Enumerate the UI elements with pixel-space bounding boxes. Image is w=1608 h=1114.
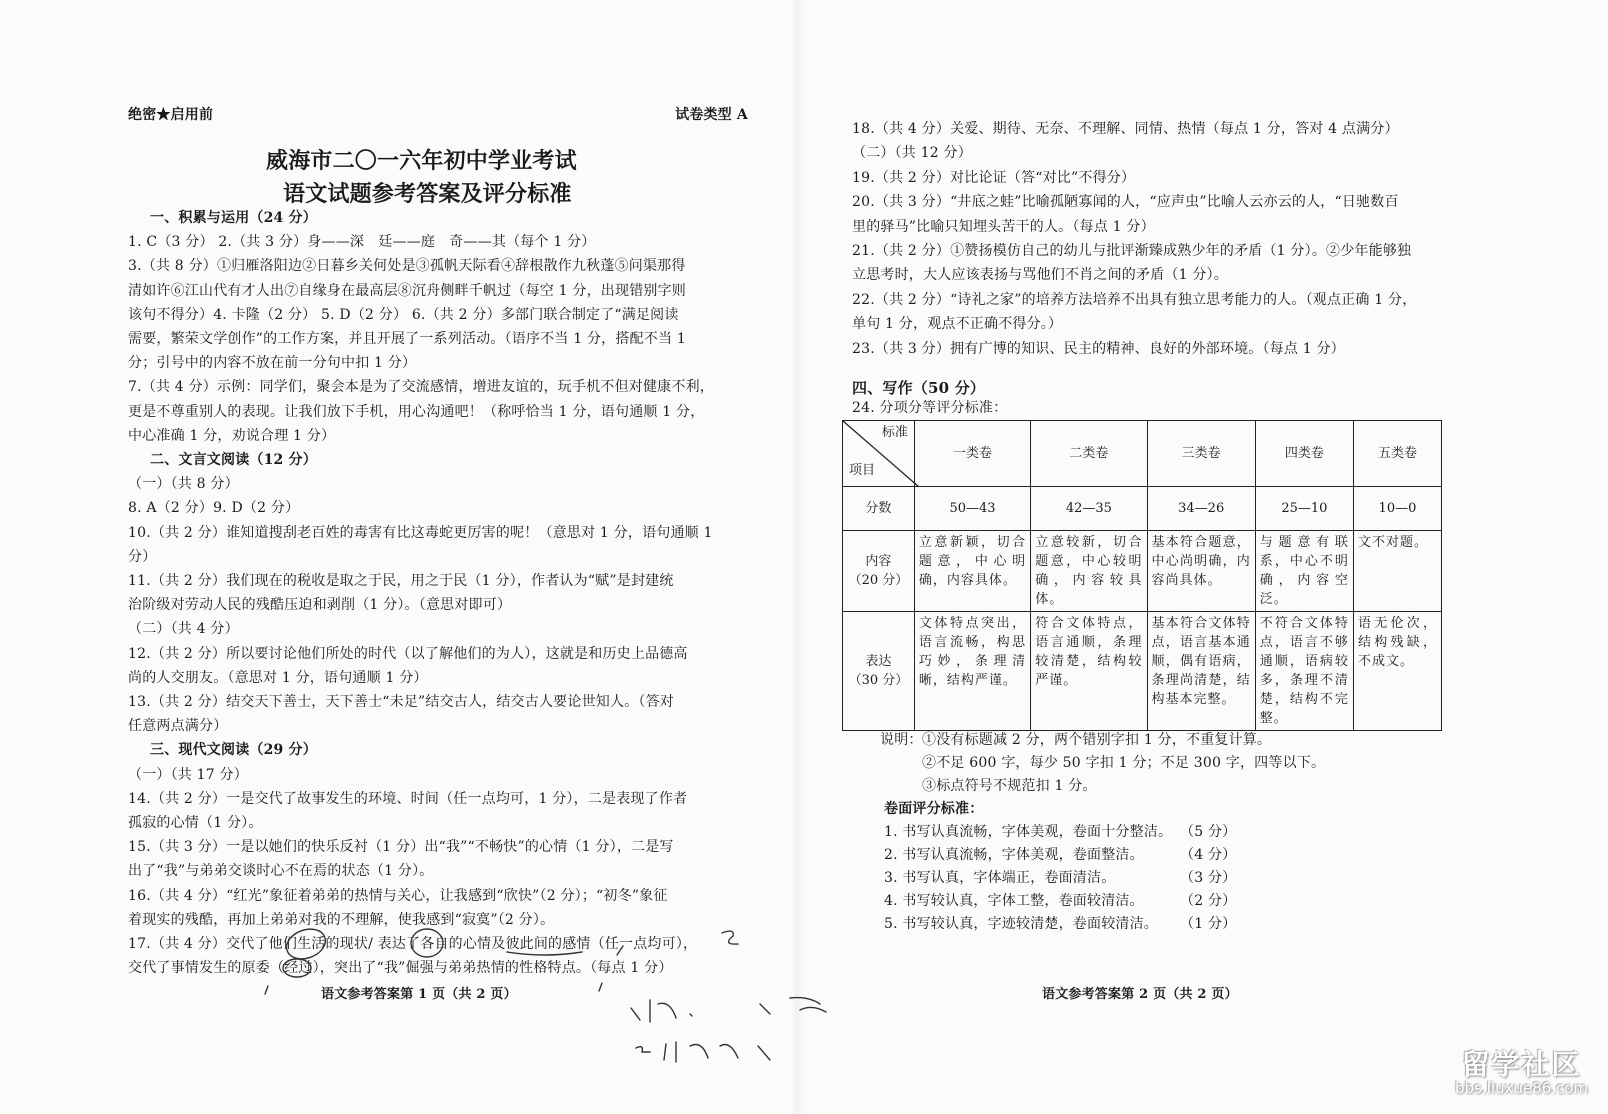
confidential-label: 绝密★启用前 (128, 107, 214, 123)
table-cell: 与题意有联系，中心不明确，内容空泛。 (1255, 531, 1353, 612)
neatness-item (884, 869, 1236, 887)
corner-item: 项目 (849, 463, 876, 478)
table-header: 三类卷 (1147, 421, 1255, 487)
watermark-logo (1455, 1050, 1588, 1096)
answer-line: 需要，繁荣文学创作”的工作方案，并且开展了一系列活动。（语序不当 1 分，搭配不当 1 (128, 331, 686, 347)
answer-line: 孤寂的心情（1 分）。 (128, 815, 263, 831)
answer-line: 10.（共 2 分）谁知道搜刮老百姓的毒害有比这毒蛇更厉害的呢！（意思对 1 分，语句通顺 1 (128, 524, 713, 541)
answer-line: （一）（共 17 分） (128, 766, 248, 783)
note-item: ①没有标题减 2 分，两个错别字扣 1 分，不重复计算。 (922, 732, 1272, 748)
answer-line: 尚的人交朋友。（意思对 1 分，语句通顺 1 分） (128, 669, 428, 686)
table-cell: 文体特点突出，语言流畅，构思巧妙，条理清晰，结构严谨。 (914, 612, 1030, 731)
answer-line: （二）（共 4 分） (128, 621, 239, 638)
table-row-expression (843, 612, 1442, 731)
ink-number-2 (722, 931, 738, 944)
note-item: ②不足 600 字，每少 50 字扣 1 分；不足 300 字，四等以下。 (922, 755, 1326, 771)
answer-line: 11.（共 2 分）我们现在的税收是取之于民，用之于民（1 分），作者认为“赋”是封建统 (128, 573, 674, 589)
answer-line: 出了“我”与弟弟交谈时心不在焉的状态（1 分）。 (128, 863, 434, 880)
table-header: 二类卷 (1031, 421, 1147, 487)
table-cell: 10—0 (1353, 487, 1441, 531)
table-header: 五类卷 (1353, 421, 1441, 487)
doc-title-line1: 威海市二〇一六年初中学业考试 (266, 148, 577, 174)
row-label (843, 531, 915, 612)
table-cell: 立意较新，切合题意，中心较明确，内容较具体。 (1031, 531, 1147, 612)
answer-line: 12.（共 2 分）所以要讨论他们所处的时代（以了解他们的为人），这就是和历史上品德高 (128, 645, 688, 662)
ink-circle (283, 959, 311, 977)
answer-line: 1. C（3 分） 2.（共 3 分）身——深 廷——庭 奇——其（每个 1 分） (128, 234, 596, 251)
table-cell: 立意新颖，切合题意，中心明确，内容具体。 (914, 531, 1030, 612)
answer-line: 8. A（2 分）9. D（2 分） (128, 500, 300, 517)
page-footer: 语文参考答案第 2 页（共 2 页） (1042, 987, 1238, 1002)
ink-note (636, 1042, 770, 1062)
table-cell: 文不对题。 (1353, 531, 1441, 612)
answer-line: 23.（共 3 分）拥有广博的知识、民主的精神、良好的外部环境。（每点 1 分） (852, 340, 1345, 357)
paper-type-label: 试卷类型 A (675, 107, 748, 123)
ink-note (631, 1000, 692, 1022)
answer-line: （二）（共 12 分） (852, 145, 972, 162)
neatness-score: （4 分） (1180, 847, 1237, 863)
notes-label: 说明： (880, 732, 923, 748)
answer-line: 更是不尊重别人的表现。让我们放下手机，用心沟通吧！（称呼恰当 1 分，语句通顺 1 分， (128, 403, 705, 420)
neatness-text: 3. 书写认真，字体端正，卷面清洁。 (884, 870, 1116, 886)
answer-line: 该句不得分）4. 卡隆（2 分） 5. D（2 分） 6.（共 2 分）多部门联合制定了“满足阅读 (128, 306, 679, 323)
answer-line: 22.（共 2 分）“诗礼之家”的培养方法培养不出具有独立思考能力的人。（观点正确 1 分， (852, 291, 1417, 308)
answer-line: 7.（共 4 分）示例：同学们，聚会本是为了交流感情，增进友谊的，玩手机不但对健康不利， (128, 379, 714, 396)
table-cell: 基本符合题意，中心尚明确，内容尚具体。 (1147, 531, 1255, 612)
table-cell: 符合文体特点，语言通顺，条理较清楚，结构较严谨。 (1031, 612, 1147, 731)
row-label (843, 612, 915, 731)
table-cell: 50—43 (914, 487, 1030, 531)
corner-standard: 标准 (881, 425, 908, 440)
answer-line: 分） (128, 548, 157, 565)
section-heading: 三、现代文阅读（29 分） (150, 742, 317, 759)
answer-line: 17.（共 4 分）交代了他们生活的现状/ 表达了各自的心情及彼此间的感情（任一点均可）， (128, 936, 698, 952)
neatness-score: （2 分） (1180, 893, 1237, 909)
ink-tick (265, 986, 268, 994)
ink-circle (282, 924, 329, 964)
answer-line: 单句 1 分，观点不正确不得分。） (852, 316, 1063, 333)
neatness-item (884, 823, 1236, 841)
answer-line: 治阶级对劳动人民的残酷压迫和剥削（1 分）。（意思对即可） (128, 597, 512, 614)
answer-line: 14.（共 2 分）一是交代了故事发生的环境、时间（任一点均可，1 分），二是表现了作者 (128, 790, 688, 807)
table-header: 四类卷 (1255, 421, 1353, 487)
section-heading: 一、积累与运用（24 分） (150, 210, 317, 226)
neatness-text: 5. 书写较认真，字迹较清楚，卷面较清洁。 (884, 916, 1159, 932)
row-label-sub: （30 分） (848, 673, 909, 688)
answer-line: 分；引号中的内容不放在前一分句中扣 1 分） (128, 355, 417, 372)
answer-line: 着现实的残酷，再加上弟弟对我的不理解，使我感到“寂寞”（2 分）。 (128, 911, 555, 928)
table-cell: 42—35 (1031, 487, 1147, 531)
watermark-url: bbs.liuxue86.com (1455, 1079, 1588, 1097)
answer-line: 19.（共 2 分）对比论证（答“对比”不得分） (852, 169, 1136, 186)
answer-line: 中心准确 1 分，劝说合理 1 分） (128, 427, 336, 444)
neatness-score: （3 分） (1180, 870, 1237, 886)
diagonal-header-cell (843, 421, 915, 487)
row-label-sub: （20 分） (848, 573, 909, 588)
note-item: ③标点符号不规范扣 1 分。 (922, 778, 1097, 794)
ink-underline (507, 952, 582, 955)
answer-line: 里的驿马”比喻只知埋头苦干的人。（每点 1 分） (852, 218, 1155, 235)
answer-line: 立思考时，大人应该表扬与骂他们不肖之间的矛盾（1 分）。 (852, 267, 1228, 284)
row-label-main: 内容 (865, 554, 892, 569)
answer-line: 13.（共 2 分）结交天下善士，天下善士“未足”结交古人，结交古人要论世知人。（答对 (128, 694, 674, 710)
table-cell: 34—26 (1147, 487, 1255, 531)
answer-line: 18.（共 4 分）关爱、期待、无奈、不理解、同情、热情（每点 1 分，答对 4 点满分） (852, 121, 1399, 137)
table-row-content (843, 531, 1442, 612)
doc-title-line2: 语文试题参考答案及评分标准 (283, 181, 572, 207)
neatness-item (884, 892, 1236, 910)
table-cell: 25—10 (1255, 487, 1353, 531)
answer-line: （一）（共 8 分） (128, 476, 239, 493)
neatness-title: 卷面评分标准： (884, 801, 984, 817)
neatness-text: 2. 书写认真流畅，字体美观，卷面整洁。 (884, 847, 1144, 863)
table-header: 一类卷 (914, 421, 1030, 487)
table-row-score (843, 487, 1442, 531)
section-writing-title: 四、写作（50 分） (852, 379, 986, 397)
ink-note (760, 998, 826, 1014)
ink-circle (411, 929, 443, 957)
neatness-score: （1 分） (1180, 916, 1237, 932)
answer-line: 16.（共 4 分）“红光”象征着弟弟的热情与关心，让我感到“欣快”（2 分）；“初冬”象征 (128, 887, 668, 904)
answer-line: 15.（共 3 分）一是以她们的快乐反衬（1 分）出“我”“不畅快”的心情（1 分），二是写 (128, 839, 674, 856)
page-footer: 语文参考答案第 1 页（共 2 页） (321, 987, 517, 1002)
table-header-row (843, 421, 1442, 487)
section-heading: 二、文言文阅读（12 分） (150, 452, 317, 468)
table-cell: 语无伦次，结构残缺，不成文。 (1353, 612, 1441, 731)
row-label: 分数 (843, 487, 915, 531)
neatness-text: 1. 书写认真流畅，字体美观，卷面十分整洁。 (884, 824, 1173, 840)
neatness-text: 4. 书写较认真，字体工整，卷面较清洁。 (884, 893, 1144, 909)
answer-line: 21.（共 2 分）①赞扬模仿自己的幼儿与批评渐臻成熟少年的矛盾（1 分）。②少年能够独 (852, 243, 1412, 259)
neatness-score: （5 分） (1180, 824, 1237, 840)
answer-line: 交代了事情发生的原委（经过），突出了“我”倔强与弟弟热情的性格特点。（每点 1 分） (128, 960, 673, 977)
ink-mark (617, 946, 623, 955)
q24-label: 24. 分项分等评分标准： (852, 400, 1008, 416)
table-cell: 不符合文体特点，语言不够通顺，语病较多，条理不清楚，结构不完整。 (1255, 612, 1353, 731)
answer-line: 清如许⑥江山代有才人出⑦自缘身在最高层⑧沉舟侧畔千帆过（每空 1 分，出现错别字则 (128, 282, 687, 299)
table-cell: 基本符合文体特点，语言基本通顺，偶有语病，条理尚清楚，结构基本完整。 (1147, 612, 1255, 731)
answer-line: 20.（共 3 分）“井底之蛙”比喻孤陋寡闻的人，“应声虫”比喻人云亦云的人，“日驰数百 (852, 194, 1399, 211)
neatness-item (884, 846, 1236, 864)
neatness-item (884, 915, 1236, 933)
answer-line: 任意两点满分） (128, 718, 228, 735)
ink-tick (599, 983, 602, 991)
grading-table (842, 420, 1442, 731)
row-label-main: 表达 (865, 654, 892, 669)
watermark-name: 留学社区 (1461, 1048, 1582, 1081)
answer-line: 3.（共 8 分）①归雁洛阳边②日暮乡关何处是③孤帆天际看④辞根散作九秋蓬⑤问渠那得 (128, 258, 686, 275)
